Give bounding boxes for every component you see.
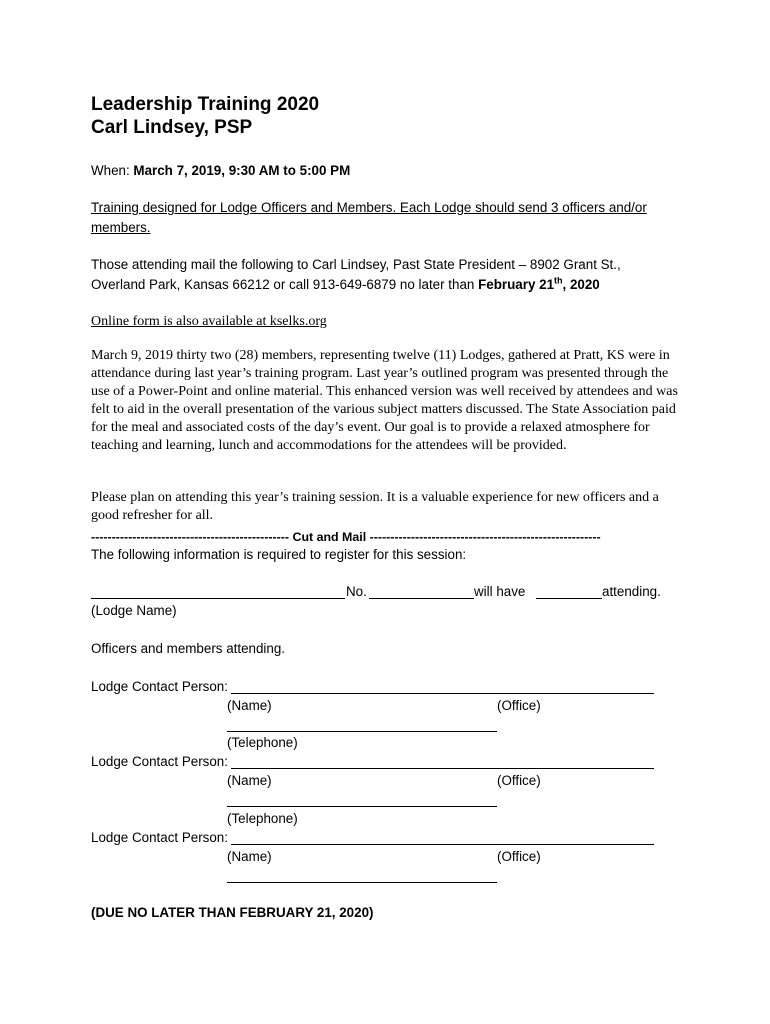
contact-1-telephone-label: (Telephone) <box>227 735 298 750</box>
training-note: Training designed for Lodge Officers and Members. Each Lodge should send 3 officers and/or members. <box>91 200 647 235</box>
contact-2-label: Lodge Contact Person: <box>91 754 228 769</box>
due-note: (DUE NO LATER THAN FEBRUARY 21, 2020) <box>91 905 374 920</box>
will-have-label: will have <box>474 584 526 599</box>
cut-line-label: Cut and Mail <box>289 530 370 544</box>
lodge-name-label: (Lodge Name) <box>91 603 177 618</box>
cut-line-right-dashes: -------------------------------------------------------- <box>369 530 601 544</box>
lodge-name-blank[interactable] <box>91 598 345 599</box>
contact-3-name-office-blank[interactable] <box>231 844 654 845</box>
form-intro: The following information is required to register for this session: <box>91 547 467 562</box>
contact-1-telephone-blank[interactable] <box>227 731 497 732</box>
when-line <box>91 161 350 181</box>
contact-2-name-label: (Name) <box>227 773 272 788</box>
contact-3-telephone-blank[interactable] <box>227 882 497 883</box>
contact-3-office-label: (Office) <box>497 849 541 864</box>
title-line-1: Leadership Training 2020 <box>91 94 320 115</box>
contact-2-name-office-blank[interactable] <box>231 768 654 769</box>
contact-2-office-label: (Office) <box>497 773 541 788</box>
contact-1-name-label: (Name) <box>227 698 272 713</box>
contact-1-office-label: (Office) <box>497 698 541 713</box>
officers-label: Officers and members attending. <box>91 641 286 656</box>
mail-instructions-line-1: Those attending mail the following to Carl Lindsey, Past State President – 8902 Grant St., <box>91 257 621 272</box>
contact-3-label: Lodge Contact Person: <box>91 830 228 845</box>
plan-paragraph: Please plan on attending this year’s training session. It is a valuable experience for new officers and a good refresher for all. <box>91 490 659 523</box>
contact-3-name-label: (Name) <box>227 849 272 864</box>
title-line-2: Carl Lindsey, PSP <box>91 117 253 138</box>
document-title <box>91 93 319 139</box>
lodge-number-label: No. <box>346 584 367 599</box>
when-label: When: <box>91 163 134 178</box>
summary-paragraph: March 9, 2019 thirty two (28) members, representing twelve (11) Lodges, gathered at Pratt, KS were in attendance during last year’s training program. Last year’s outlined program was presented through the use of a Power-Point and online material. This enhanced version was well received by attendees and was felt to aid in the overall presentation of the various subject matters discussed. The State Association paid for the meal and associated costs of the day’s event. Our goal is to provide a relaxed atmosphere for teaching and learning, lunch and accommodations for the attendees will be provided. <box>91 348 678 453</box>
contact-1-label: Lodge Contact Person: <box>91 679 228 694</box>
deadline-date: February 21th, 2020 <box>478 275 600 292</box>
contact-2-telephone-label: (Telephone) <box>227 811 298 826</box>
cut-line-left-dashes: ------------------------------------------------ <box>91 530 290 544</box>
mail-instructions-line-2 <box>91 275 600 295</box>
online-form-link[interactable]: Online form is also available at kselks.org <box>91 314 327 329</box>
lodge-number-blank[interactable] <box>369 598 474 599</box>
attending-count-blank[interactable] <box>536 598 602 599</box>
attending-label: attending. <box>602 584 661 599</box>
cut-and-mail-line <box>91 527 601 547</box>
contact-1-name-office-blank[interactable] <box>231 693 654 694</box>
when-value: March 7, 2019, 9:30 AM to 5:00 PM <box>133 163 351 178</box>
contact-2-telephone-blank[interactable] <box>227 806 497 807</box>
mail-instructions-text: Overland Park, Kansas 66212 or call 913-649-6879 no later than <box>91 277 479 292</box>
